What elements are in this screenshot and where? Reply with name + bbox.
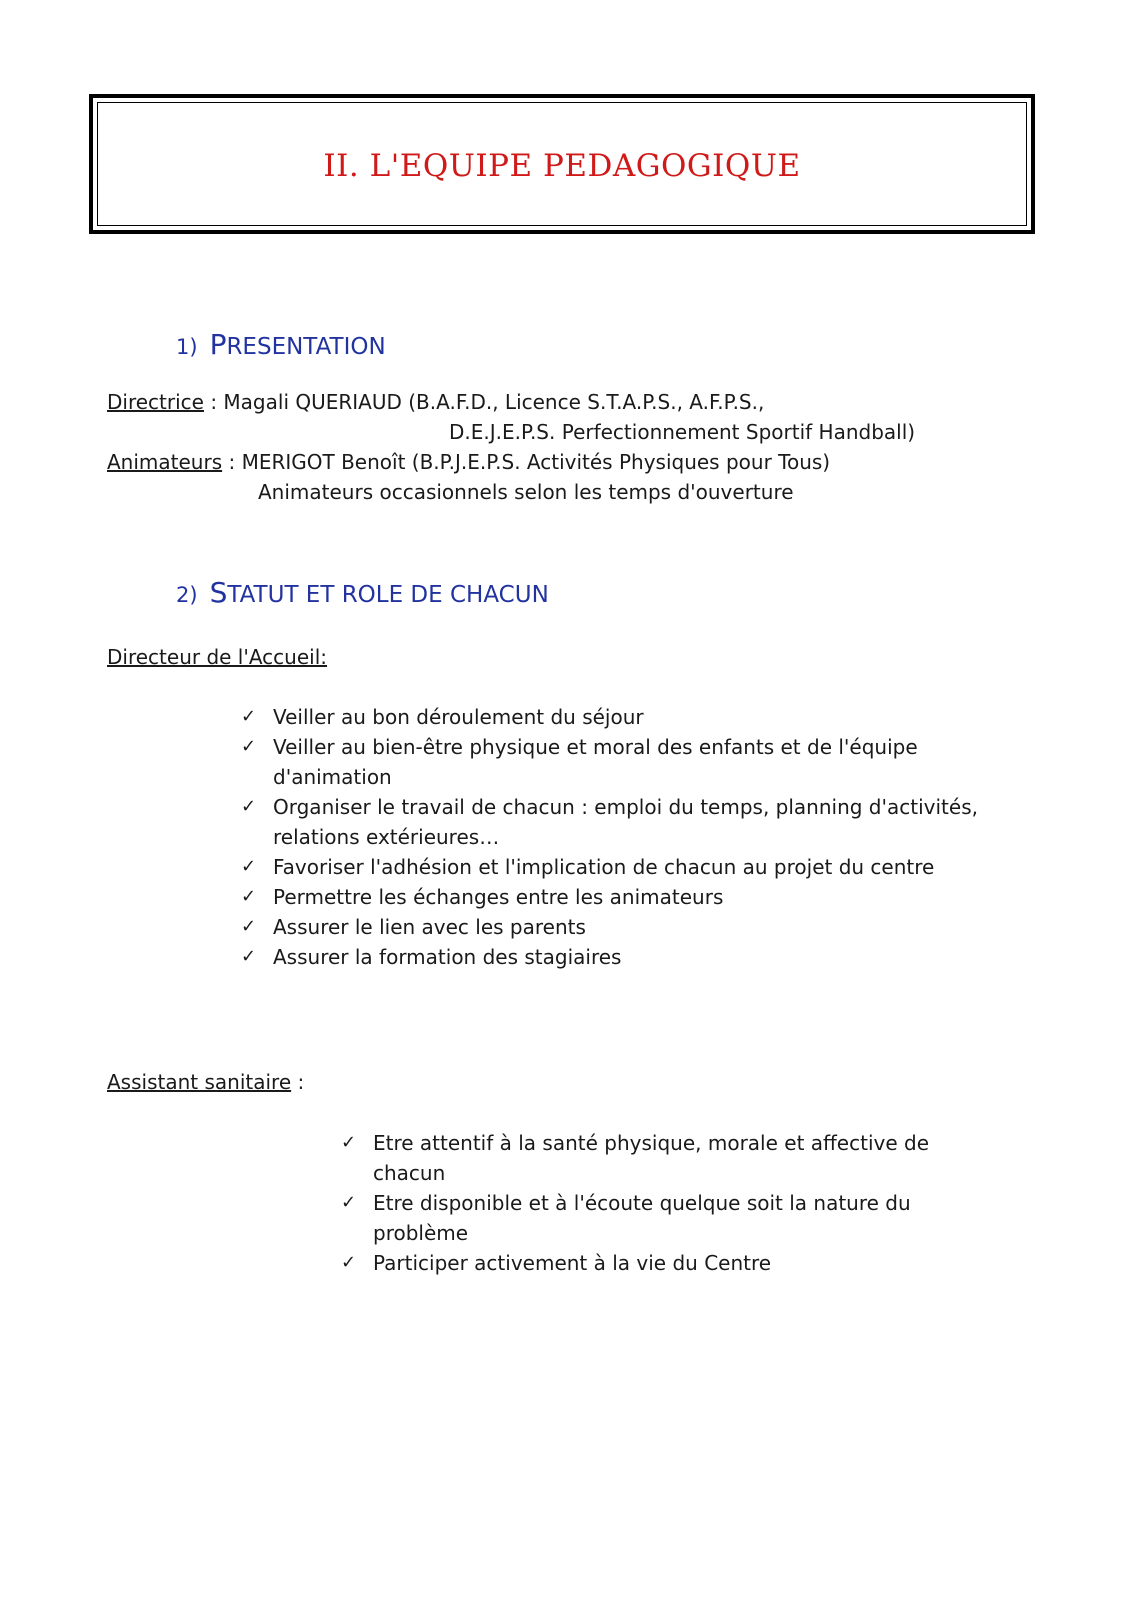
- list-item: ✓ Etre attentif à la santé physique, morale et affective de chacun: [341, 1128, 996, 1188]
- section-heading-statut: [176, 576, 549, 609]
- check-icon: ✓: [241, 946, 257, 967]
- check-icon: ✓: [241, 886, 257, 907]
- section-title-rest: RESENTATION: [226, 334, 386, 360]
- check-icon: ✓: [341, 1192, 357, 1213]
- directeur-label: Directeur de l'Accueil:: [107, 645, 328, 669]
- directrice-line-2: D.E.J.E.P.S. Perfectionnement Sportif Handball): [449, 420, 916, 444]
- list-item: ✓ Assurer le lien avec les parents: [241, 912, 996, 942]
- title-box: [89, 94, 1035, 234]
- assistant-label: Assistant sanitaire: [107, 1070, 292, 1094]
- list-item: ✓ Organiser le travail de chacun : emploi du temps, planning d'activités, relations extérieures…: [241, 792, 996, 852]
- check-icon: ✓: [241, 736, 257, 757]
- directrice-label: Directrice: [107, 390, 204, 414]
- section-initial: S: [209, 576, 228, 609]
- section-number: 2): [176, 583, 198, 607]
- section-number: 1): [176, 335, 198, 359]
- animateurs-label: Animateurs: [107, 450, 223, 474]
- directrice-text: : Magali QUERIAUD (B.A.F.D., Licence S.T.A.P.S., A.F.P.S.,: [203, 390, 765, 414]
- list-item: ✓ Assurer la formation des stagiaires: [241, 942, 996, 972]
- check-icon: ✓: [241, 916, 257, 937]
- assistant-label-suffix: :: [291, 1070, 305, 1094]
- directrice-line: [107, 390, 764, 414]
- check-icon: ✓: [341, 1132, 357, 1153]
- check-icon: ✓: [241, 856, 257, 877]
- page-title: II. L'EQUIPE PEDAGOGIQUE: [323, 148, 801, 184]
- directeur-role-list: [241, 702, 996, 972]
- list-item: ✓ Favoriser l'adhésion et l'implication de chacun au projet du centre: [241, 852, 996, 882]
- animateurs-line-2: Animateurs occasionnels selon les temps d'ouverture: [258, 480, 794, 504]
- check-icon: ✓: [241, 706, 257, 727]
- list-item: ✓ Etre disponible et à l'écoute quelque soit la nature du problème: [341, 1188, 996, 1248]
- section-initial: P: [209, 328, 227, 361]
- list-item: ✓ Veiller au bien-être physique et moral des enfants et de l'équipe d'animation: [241, 732, 996, 792]
- animateurs-line: [107, 450, 830, 474]
- list-item: ✓ Veiller au bon déroulement du séjour: [241, 702, 996, 732]
- section-title-rest: TATUT ET ROLE DE CHACUN: [227, 582, 549, 608]
- assistant-label-line: [107, 1070, 304, 1094]
- assistant-role-list: [341, 1128, 996, 1278]
- check-icon: ✓: [341, 1252, 357, 1273]
- animateurs-text: : MERIGOT Benoît (B.P.J.E.P.S. Activités Physiques pour Tous): [222, 450, 831, 474]
- check-icon: ✓: [241, 796, 257, 817]
- list-item: ✓ Permettre les échanges entre les animateurs: [241, 882, 996, 912]
- list-item: ✓ Participer activement à la vie du Centre: [341, 1248, 996, 1278]
- section-heading-presentation: [176, 328, 386, 361]
